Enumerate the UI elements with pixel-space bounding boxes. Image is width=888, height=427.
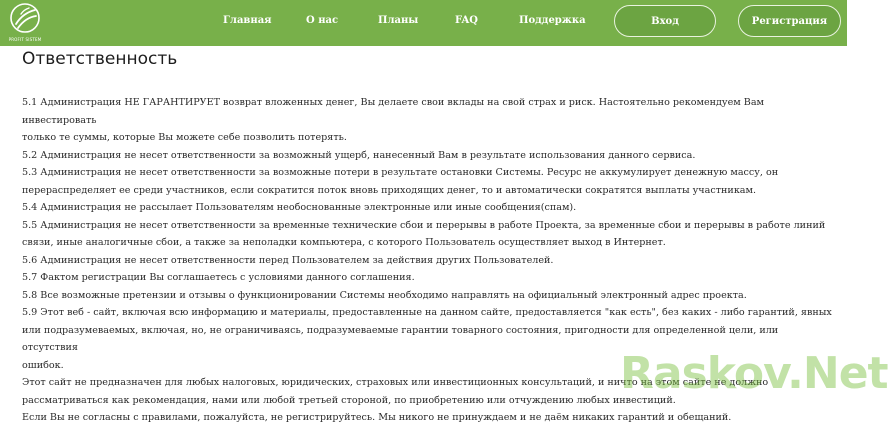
nav-item-faq[interactable]: FAQ <box>455 15 478 26</box>
site-logo[interactable] <box>4 2 46 44</box>
site-header <box>0 0 847 46</box>
text-line: или подразумеваемых, включая, но, не ограничиваясь, подразумеваемые гарантии товарного состояния, пригодности для определенной цели, или отсутствия <box>22 324 779 353</box>
register-button[interactable]: Регистрация <box>738 5 841 37</box>
text-line: перераспределяет ее среди участников, если сократится поток вновь приходящих денег, то и автоматически сократятся выплаты участникам. <box>22 184 757 196</box>
text-line: 5.1 Администрация НЕ ГАРАНТИРУЕТ возврат вложенных денег, Вы делаете свои вклады на свой страх и риск. Настоятельно рекомендуем Вам инвестировать <box>22 97 764 126</box>
text-line: связи, иные аналогичные сбои, а также за неполадки компьютера, с которого Пользователь осуществляет выход в Интернет. <box>22 237 666 248</box>
text-line: ошибок. <box>22 359 64 371</box>
text-line: 5.2 Администрация не несет ответственности за возможный ущерб, нанесенный Вам в результате использования данного сервиса. <box>22 149 696 161</box>
watermark: Raskov.Net <box>620 348 888 399</box>
login-button[interactable]: Вход <box>614 5 716 37</box>
terms-text <box>22 94 834 427</box>
text-line: 5.8 Все возможные претензии и отзывы о функционировании Системы необходимо направлять на официальный электронный адрес проекта. <box>22 289 747 301</box>
text-line: 5.5 Администрация не несет ответственности за временные технические сбои и перерывы в работе Проекта, за временные сбои и перерывы в работе линий <box>22 219 826 231</box>
text-line: 5.4 Администрация не рассылает Пользователям необоснованные электронные или иные сообщения(спам). <box>22 202 577 213</box>
leaf-logo-icon <box>9 2 41 36</box>
text-line: Если Вы не согласны с правилами, пожалуйста, не регистрируйтесь. Мы никого не принуждаем и не даём никаких гарантий и обещаний. <box>22 412 732 423</box>
logo-text: PROFIT SISTEM <box>8 37 42 42</box>
nav-item-support[interactable]: Поддержка <box>519 15 586 26</box>
text-line: 5.3 Администрация не несет ответственности за возможные потери в результате остановки Системы. Ресурс не аккумулирует денежную массу, он <box>22 167 779 178</box>
nav-item-home[interactable]: Главная <box>223 15 272 26</box>
text-line: 5.7 Фактом регистрации Вы соглашаетесь с условиями данного соглашения. <box>22 272 415 283</box>
text-line: 5.6 Администрация не несет ответственности перед Пользователем за действия других Пользователей. <box>22 254 554 266</box>
page-title: Ответственность <box>22 49 178 69</box>
text-line: только те суммы, которые Вы можете себе позволить потерять. <box>22 132 347 143</box>
text-line: 5.9 Этот веб - сайт, включая всю информацию и материалы, предоставленные на данном сайте, предоставляется "как есть", без каких - либо гарантий, явных <box>22 307 832 318</box>
text-line: рассматриваться как рекомендация, нами или любой третьей стороной, по приобретению или отчуждению любых инвестиций. <box>22 394 676 406</box>
text-line: Этот сайт не предназначен для любых налоговых, юридических, страховых или инвестиционных консультаций, и ничто на этом сайте не должно <box>22 377 769 388</box>
nav-item-about[interactable]: О нас <box>306 15 339 26</box>
nav-item-plans[interactable]: Планы <box>378 15 419 26</box>
